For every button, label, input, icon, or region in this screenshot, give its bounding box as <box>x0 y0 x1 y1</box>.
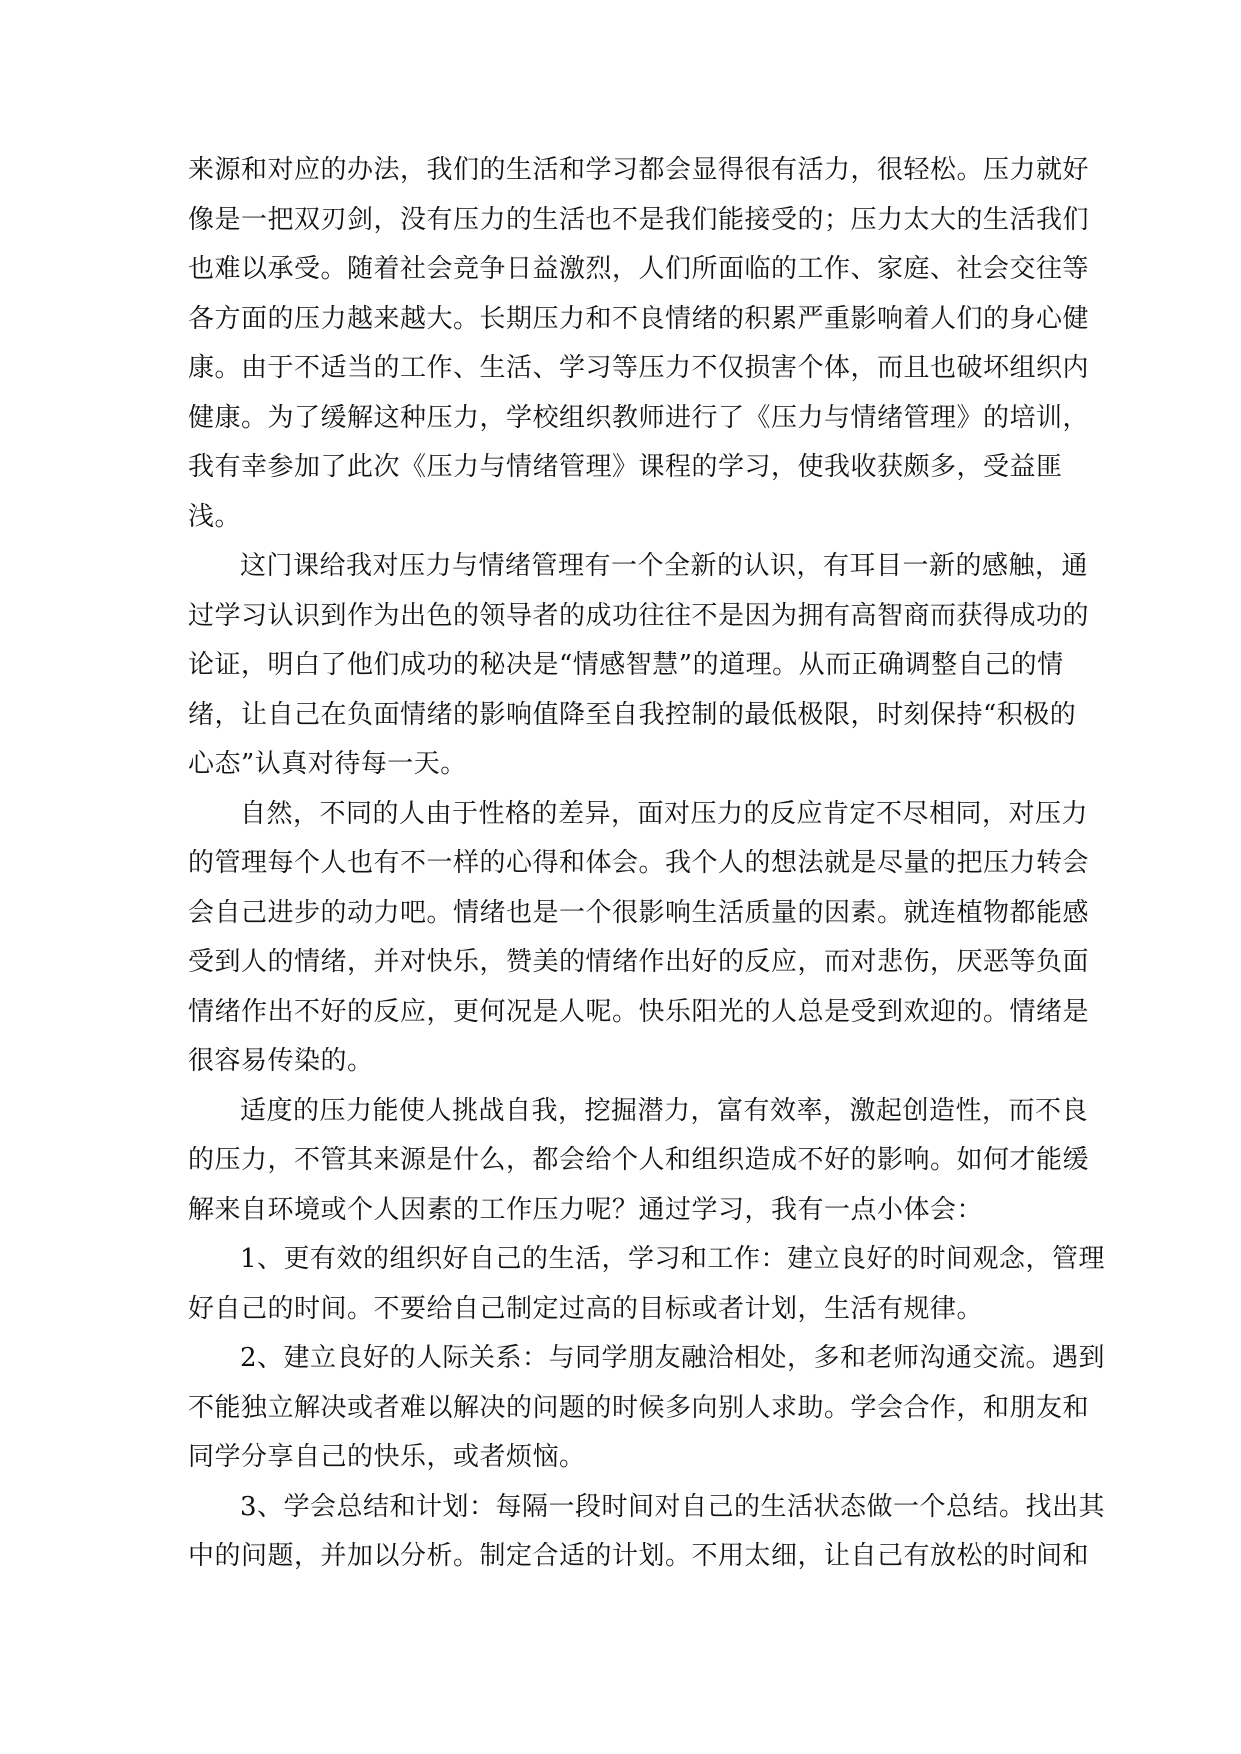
paragraph <box>188 146 1090 542</box>
document-body <box>188 146 1106 1582</box>
paragraph <box>188 1483 1106 1582</box>
text-line: 3、学会总结和计划：每隔一段时间对自己的生活状态做一个总结。找出其 <box>240 1491 1106 1522</box>
text-line: 也难以承受。随着社会竞争日益激烈，人们所面临的工作、家庭、社会交往等 <box>188 254 1090 284</box>
text-line: 来源和对应的办法，我们的生活和学习都会显得很有活力，很轻松。压力就好 <box>188 155 1090 185</box>
paragraph <box>188 1087 1090 1236</box>
text-line: 解来自环境或个人因素的工作压力呢？通过学习，我有一点小体会： <box>188 1194 984 1225</box>
text-line: 论证，明白了他们成功的秘决是“情感智慧”的道理。从而正确调整自己的情 <box>188 650 1064 680</box>
text-line: 受到人的情绪，并对快乐，赞美的情绪作出好的反应，而对悲伤，厌恶等负面 <box>188 947 1090 977</box>
text-line: 情绪作出不好的反应，更何况是人呢。快乐阳光的人总是受到欢迎的。情绪是 <box>188 996 1090 1027</box>
text-line: 很容易传染的。 <box>188 1046 374 1076</box>
text-line: 绪，让自己在负面情绪的影响值降至自我控制的最低极限，时刻保持“积极的 <box>188 699 1077 730</box>
text-line: 中的问题，并加以分析。制定合适的计划。不用太细，让自己有放松的时间和 <box>188 1541 1090 1571</box>
text-line: 2、建立良好的人际关系：与同学朋友融洽相处，多和老师沟通交流。遇到 <box>240 1343 1106 1373</box>
text-line: 的管理每个人也有不一样的心得和体会。我个人的想法就是尽量的把压力转会 <box>188 848 1090 878</box>
text-line: 不能独立解决或者难以解决的问题的时候多向别人求助。学会合作，和朋友和 <box>188 1392 1090 1423</box>
paragraph <box>188 542 1090 790</box>
text-line: 的压力，不管其来源是什么，都会给个人和组织造成不好的影响。如何才能缓 <box>188 1145 1090 1175</box>
text-line: 自然，不同的人由于性格的差异，面对压力的反应肯定不尽相同，对压力 <box>240 798 1089 829</box>
text-line: 适度的压力能使人挑战自我，挖掘潜力，富有效率，激起创造性，而不良 <box>240 1095 1089 1126</box>
text-line: 过学习认识到作为出色的领导者的成功往往不是因为拥有高智商而获得成功的 <box>188 600 1090 631</box>
paragraph <box>188 790 1090 1087</box>
text-line: 同学分享自己的快乐，或者烦恼。 <box>188 1442 586 1472</box>
text-line: 浅。 <box>188 501 242 532</box>
text-line: 像是一把双刃剑，没有压力的生活也不是我们能接受的；压力太大的生活我们 <box>188 204 1090 235</box>
paragraph <box>188 1334 1106 1483</box>
text-line: 健康。为了缓解这种压力，学校组织教师进行了《压力与情绪管理》的培训， <box>188 402 1090 433</box>
text-line: 好自己的时间。不要给自己制定过高的目标或者计划，生活有规律。 <box>188 1293 984 1324</box>
text-line: 我有幸参加了此次《压力与情绪管理》课程的学习，使我收获颇多，受益匪 <box>188 452 1063 482</box>
text-line: 各方面的压力越来越大。长期压力和不良情绪的积累严重影响着人们的身心健 <box>188 303 1090 334</box>
text-line: 1、更有效的组织好自己的生活，学习和工作：建立良好的时间观念，管理 <box>240 1244 1106 1274</box>
paragraph <box>188 1235 1106 1334</box>
text-line: 心态”认真对待每一天。 <box>188 749 467 779</box>
text-line: 这门课给我对压力与情绪管理有一个全新的认识，有耳目一新的感触，通 <box>240 551 1089 581</box>
text-line: 康。由于不适当的工作、生活、学习等压力不仅损害个体，而且也破坏组织内 <box>188 353 1090 383</box>
text-line: 会自己进步的动力吧。情绪也是一个很影响生活质量的因素。就连植物都能感 <box>188 897 1090 928</box>
